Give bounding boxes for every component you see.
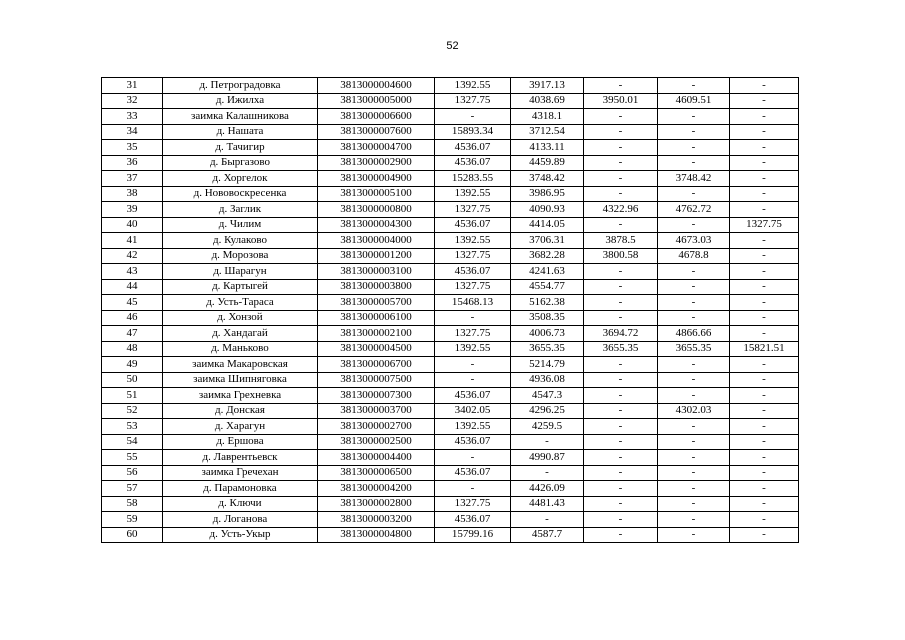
settlement-name-cell: д. Шарагун xyxy=(163,264,318,280)
value-2-cell: 4554.77 xyxy=(511,279,584,295)
value-1-cell: 4536.07 xyxy=(435,388,511,404)
table-row xyxy=(102,233,799,249)
value-1-cell: - xyxy=(435,109,511,125)
value-1-cell: 1392.55 xyxy=(435,419,511,435)
settlement-name-cell: д. Ижилха xyxy=(163,93,318,109)
value-5-cell: - xyxy=(730,450,799,466)
value-3-cell: - xyxy=(584,155,658,171)
settlement-name-cell: д. Петроградовка xyxy=(163,78,318,94)
table-row xyxy=(102,372,799,388)
row-number-cell: 38 xyxy=(102,186,163,202)
value-2-cell: 4259.5 xyxy=(511,419,584,435)
settlement-name-cell: д. Хонзой xyxy=(163,310,318,326)
value-2-cell: 4547.3 xyxy=(511,388,584,404)
value-1-cell: 4536.07 xyxy=(435,465,511,481)
settlement-name-cell: д. Лаврентьевск xyxy=(163,450,318,466)
settlement-name-cell: д. Быргазово xyxy=(163,155,318,171)
value-3-cell: 3694.72 xyxy=(584,326,658,342)
value-3-cell: - xyxy=(584,109,658,125)
settlement-name-cell: д. Логанова xyxy=(163,512,318,528)
settlement-name-cell: д. Нововоскресенка xyxy=(163,186,318,202)
settlements-table xyxy=(101,77,799,543)
value-2-cell: 4426.09 xyxy=(511,481,584,497)
value-4-cell: - xyxy=(658,264,730,280)
row-number-cell: 35 xyxy=(102,140,163,156)
code-cell: 3813000006100 xyxy=(318,310,435,326)
settlement-name-cell: заимка Макаровская xyxy=(163,357,318,373)
table-row xyxy=(102,357,799,373)
value-2-cell: 4587.7 xyxy=(511,527,584,543)
page-number: 52 xyxy=(446,40,459,52)
value-1-cell: 3402.05 xyxy=(435,403,511,419)
value-4-cell: - xyxy=(658,109,730,125)
value-3-cell: - xyxy=(584,403,658,419)
value-3-cell: - xyxy=(584,217,658,233)
value-1-cell: - xyxy=(435,357,511,373)
code-cell: 3813000004900 xyxy=(318,171,435,187)
value-2-cell: 3748.42 xyxy=(511,171,584,187)
value-3-cell: - xyxy=(584,481,658,497)
value-5-cell: - xyxy=(730,171,799,187)
settlement-name-cell: д. Морозова xyxy=(163,248,318,264)
row-number-cell: 56 xyxy=(102,465,163,481)
value-3-cell: - xyxy=(584,496,658,512)
row-number-cell: 55 xyxy=(102,450,163,466)
row-number-cell: 47 xyxy=(102,326,163,342)
value-4-cell: - xyxy=(658,357,730,373)
value-2-cell: 5214.79 xyxy=(511,357,584,373)
value-1-cell: 4536.07 xyxy=(435,217,511,233)
row-number-cell: 46 xyxy=(102,310,163,326)
table-row xyxy=(102,450,799,466)
value-4-cell: - xyxy=(658,450,730,466)
table-row xyxy=(102,93,799,109)
code-cell: 3813000007300 xyxy=(318,388,435,404)
row-number-cell: 57 xyxy=(102,481,163,497)
value-1-cell: 4536.07 xyxy=(435,434,511,450)
value-4-cell: 4762.72 xyxy=(658,202,730,218)
value-5-cell: - xyxy=(730,279,799,295)
row-number-cell: 31 xyxy=(102,78,163,94)
row-number-cell: 41 xyxy=(102,233,163,249)
value-1-cell: 1327.75 xyxy=(435,248,511,264)
value-4-cell: - xyxy=(658,434,730,450)
row-number-cell: 50 xyxy=(102,372,163,388)
value-3-cell: - xyxy=(584,357,658,373)
table-row xyxy=(102,388,799,404)
value-3-cell: 3800.58 xyxy=(584,248,658,264)
value-2-cell: 3682.28 xyxy=(511,248,584,264)
value-4-cell: - xyxy=(658,310,730,326)
code-cell: 3813000005700 xyxy=(318,295,435,311)
code-cell: 3813000006600 xyxy=(318,109,435,125)
code-cell: 3813000002700 xyxy=(318,419,435,435)
value-2-cell: 4318.1 xyxy=(511,109,584,125)
code-cell: 3813000004600 xyxy=(318,78,435,94)
value-2-cell: 3655.35 xyxy=(511,341,584,357)
value-5-cell: - xyxy=(730,326,799,342)
table-row xyxy=(102,202,799,218)
value-2-cell: 4459.89 xyxy=(511,155,584,171)
row-number-cell: 54 xyxy=(102,434,163,450)
table-row xyxy=(102,171,799,187)
value-5-cell: - xyxy=(730,140,799,156)
value-2-cell: 3712.54 xyxy=(511,124,584,140)
value-4-cell: 4302.03 xyxy=(658,403,730,419)
code-cell: 3813000002500 xyxy=(318,434,435,450)
settlement-name-cell: д. Хандагай xyxy=(163,326,318,342)
row-number-cell: 40 xyxy=(102,217,163,233)
code-cell: 3813000002800 xyxy=(318,496,435,512)
code-cell: 3813000003100 xyxy=(318,264,435,280)
value-5-cell: 1327.75 xyxy=(730,217,799,233)
table-row xyxy=(102,465,799,481)
row-number-cell: 36 xyxy=(102,155,163,171)
settlement-name-cell: д. Харагун xyxy=(163,419,318,435)
value-1-cell: 1327.75 xyxy=(435,496,511,512)
value-1-cell: - xyxy=(435,450,511,466)
settlement-name-cell: заимка Шипняговка xyxy=(163,372,318,388)
row-number-cell: 34 xyxy=(102,124,163,140)
value-4-cell: - xyxy=(658,279,730,295)
row-number-cell: 51 xyxy=(102,388,163,404)
value-4-cell: - xyxy=(658,124,730,140)
code-cell: 3813000004300 xyxy=(318,217,435,233)
table-row xyxy=(102,341,799,357)
settlement-name-cell: д. Кулаково xyxy=(163,233,318,249)
value-1-cell: 1392.55 xyxy=(435,186,511,202)
value-2-cell: 4133.11 xyxy=(511,140,584,156)
value-2-cell: 4006.73 xyxy=(511,326,584,342)
value-4-cell: 4866.66 xyxy=(658,326,730,342)
value-5-cell: - xyxy=(730,295,799,311)
value-4-cell: - xyxy=(658,217,730,233)
value-1-cell: 15468.13 xyxy=(435,295,511,311)
value-1-cell: 4536.07 xyxy=(435,140,511,156)
code-cell: 3813000003200 xyxy=(318,512,435,528)
code-cell: 3813000004200 xyxy=(318,481,435,497)
value-2-cell: 4090.93 xyxy=(511,202,584,218)
code-cell: 3813000003700 xyxy=(318,403,435,419)
value-4-cell: - xyxy=(658,78,730,94)
value-3-cell: 3878.5 xyxy=(584,233,658,249)
code-cell: 3813000005000 xyxy=(318,93,435,109)
value-3-cell: 3950.01 xyxy=(584,93,658,109)
code-cell: 3813000004400 xyxy=(318,450,435,466)
value-3-cell: - xyxy=(584,171,658,187)
value-3-cell: 3655.35 xyxy=(584,341,658,357)
table-body xyxy=(102,78,799,543)
settlement-name-cell: д. Усть-Укыр xyxy=(163,527,318,543)
settlement-name-cell: д. Картыгей xyxy=(163,279,318,295)
value-2-cell: 5162.38 xyxy=(511,295,584,311)
value-1-cell: 15799.16 xyxy=(435,527,511,543)
value-2-cell: 4414.05 xyxy=(511,217,584,233)
table-row xyxy=(102,496,799,512)
value-5-cell: - xyxy=(730,109,799,125)
value-3-cell: - xyxy=(584,186,658,202)
table-row xyxy=(102,434,799,450)
value-3-cell: - xyxy=(584,419,658,435)
value-5-cell: - xyxy=(730,155,799,171)
value-5-cell: - xyxy=(730,78,799,94)
value-3-cell: - xyxy=(584,372,658,388)
value-3-cell: 4322.96 xyxy=(584,202,658,218)
value-5-cell: - xyxy=(730,388,799,404)
value-1-cell: 15283.55 xyxy=(435,171,511,187)
value-4-cell: - xyxy=(658,186,730,202)
value-5-cell: - xyxy=(730,419,799,435)
row-number-cell: 37 xyxy=(102,171,163,187)
value-1-cell: 4536.07 xyxy=(435,264,511,280)
settlement-name-cell: д. Парамоновка xyxy=(163,481,318,497)
value-5-cell: - xyxy=(730,372,799,388)
settlement-name-cell: д. Хоргелок xyxy=(163,171,318,187)
value-2-cell: - xyxy=(511,434,584,450)
value-5-cell: - xyxy=(730,202,799,218)
value-3-cell: - xyxy=(584,295,658,311)
row-number-cell: 43 xyxy=(102,264,163,280)
value-2-cell: 4038.69 xyxy=(511,93,584,109)
value-2-cell: 4296.25 xyxy=(511,403,584,419)
table-row xyxy=(102,326,799,342)
code-cell: 3813000006700 xyxy=(318,357,435,373)
value-4-cell: - xyxy=(658,527,730,543)
table-row xyxy=(102,248,799,264)
table-row xyxy=(102,403,799,419)
code-cell: 3813000000800 xyxy=(318,202,435,218)
value-5-cell: - xyxy=(730,403,799,419)
value-4-cell: - xyxy=(658,155,730,171)
code-cell: 3813000003800 xyxy=(318,279,435,295)
value-3-cell: - xyxy=(584,124,658,140)
settlement-name-cell: д. Тачигир xyxy=(163,140,318,156)
value-1-cell: 1327.75 xyxy=(435,202,511,218)
row-number-cell: 42 xyxy=(102,248,163,264)
value-5-cell: - xyxy=(730,527,799,543)
value-2-cell: 3706.31 xyxy=(511,233,584,249)
table-row xyxy=(102,124,799,140)
value-2-cell: - xyxy=(511,512,584,528)
code-cell: 3813000006500 xyxy=(318,465,435,481)
value-1-cell: 4536.07 xyxy=(435,155,511,171)
row-number-cell: 48 xyxy=(102,341,163,357)
settlement-name-cell: д. Ершова xyxy=(163,434,318,450)
value-4-cell: 3655.35 xyxy=(658,341,730,357)
value-4-cell: - xyxy=(658,388,730,404)
row-number-cell: 58 xyxy=(102,496,163,512)
value-2-cell: 4481.43 xyxy=(511,496,584,512)
value-5-cell: - xyxy=(730,124,799,140)
settlement-name-cell: д. Чилим xyxy=(163,217,318,233)
settlement-name-cell: д. Заглик xyxy=(163,202,318,218)
value-4-cell: - xyxy=(658,512,730,528)
settlement-name-cell: заимка Калашникова xyxy=(163,109,318,125)
value-5-cell: - xyxy=(730,434,799,450)
table-row xyxy=(102,217,799,233)
settlement-name-cell: д. Нашата xyxy=(163,124,318,140)
settlement-name-cell: заимка Грехневка xyxy=(163,388,318,404)
value-5-cell: - xyxy=(730,496,799,512)
value-5-cell: - xyxy=(730,248,799,264)
value-4-cell: - xyxy=(658,140,730,156)
settlement-name-cell: заимка Гречехан xyxy=(163,465,318,481)
table-row xyxy=(102,419,799,435)
table-row xyxy=(102,481,799,497)
value-4-cell: - xyxy=(658,481,730,497)
value-3-cell: - xyxy=(584,310,658,326)
value-5-cell: - xyxy=(730,357,799,373)
table-row xyxy=(102,186,799,202)
table-row xyxy=(102,140,799,156)
code-cell: 3813000002900 xyxy=(318,155,435,171)
value-2-cell: 4936.08 xyxy=(511,372,584,388)
value-1-cell: 1392.55 xyxy=(435,341,511,357)
value-3-cell: - xyxy=(584,527,658,543)
code-cell: 3813000001200 xyxy=(318,248,435,264)
row-number-cell: 44 xyxy=(102,279,163,295)
value-5-cell: - xyxy=(730,481,799,497)
code-cell: 3813000007500 xyxy=(318,372,435,388)
value-5-cell: - xyxy=(730,186,799,202)
value-2-cell: - xyxy=(511,465,584,481)
row-number-cell: 52 xyxy=(102,403,163,419)
value-3-cell: - xyxy=(584,512,658,528)
row-number-cell: 33 xyxy=(102,109,163,125)
row-number-cell: 45 xyxy=(102,295,163,311)
row-number-cell: 60 xyxy=(102,527,163,543)
value-1-cell: 15893.34 xyxy=(435,124,511,140)
settlement-name-cell: д. Ключи xyxy=(163,496,318,512)
row-number-cell: 32 xyxy=(102,93,163,109)
table-row xyxy=(102,264,799,280)
table-row xyxy=(102,512,799,528)
settlement-name-cell: д. Усть-Тараса xyxy=(163,295,318,311)
code-cell: 3813000007600 xyxy=(318,124,435,140)
table-row xyxy=(102,109,799,125)
value-4-cell: - xyxy=(658,496,730,512)
code-cell: 3813000004800 xyxy=(318,527,435,543)
value-5-cell: - xyxy=(730,233,799,249)
table-row xyxy=(102,310,799,326)
value-2-cell: 4241.63 xyxy=(511,264,584,280)
table-row xyxy=(102,279,799,295)
value-2-cell: 3986.95 xyxy=(511,186,584,202)
value-4-cell: - xyxy=(658,465,730,481)
value-2-cell: 3917.13 xyxy=(511,78,584,94)
code-cell: 3813000005100 xyxy=(318,186,435,202)
value-5-cell: - xyxy=(730,93,799,109)
settlement-name-cell: д. Маньково xyxy=(163,341,318,357)
value-4-cell: 4609.51 xyxy=(658,93,730,109)
value-1-cell: - xyxy=(435,481,511,497)
value-1-cell: 1327.75 xyxy=(435,326,511,342)
value-1-cell: - xyxy=(435,310,511,326)
value-1-cell: 4536.07 xyxy=(435,512,511,528)
value-4-cell: - xyxy=(658,419,730,435)
value-1-cell: 1327.75 xyxy=(435,93,511,109)
value-4-cell: 3748.42 xyxy=(658,171,730,187)
row-number-cell: 53 xyxy=(102,419,163,435)
value-5-cell: - xyxy=(730,264,799,280)
value-5-cell: - xyxy=(730,465,799,481)
value-3-cell: - xyxy=(584,465,658,481)
value-1-cell: 1392.55 xyxy=(435,78,511,94)
value-4-cell: - xyxy=(658,295,730,311)
value-1-cell: 1392.55 xyxy=(435,233,511,249)
value-2-cell: 4990.87 xyxy=(511,450,584,466)
code-cell: 3813000004700 xyxy=(318,140,435,156)
value-1-cell: - xyxy=(435,372,511,388)
value-5-cell: - xyxy=(730,512,799,528)
value-3-cell: - xyxy=(584,434,658,450)
value-4-cell: 4673.03 xyxy=(658,233,730,249)
value-3-cell: - xyxy=(584,78,658,94)
value-3-cell: - xyxy=(584,450,658,466)
value-4-cell: 4678.8 xyxy=(658,248,730,264)
row-number-cell: 59 xyxy=(102,512,163,528)
value-3-cell: - xyxy=(584,388,658,404)
value-3-cell: - xyxy=(584,140,658,156)
value-3-cell: - xyxy=(584,279,658,295)
settlement-name-cell: д. Донская xyxy=(163,403,318,419)
table-row xyxy=(102,155,799,171)
value-1-cell: 1327.75 xyxy=(435,279,511,295)
value-5-cell: - xyxy=(730,310,799,326)
code-cell: 3813000002100 xyxy=(318,326,435,342)
table-row xyxy=(102,78,799,94)
code-cell: 3813000004500 xyxy=(318,341,435,357)
value-3-cell: - xyxy=(584,264,658,280)
value-4-cell: - xyxy=(658,372,730,388)
row-number-cell: 39 xyxy=(102,202,163,218)
table-row xyxy=(102,295,799,311)
code-cell: 3813000004000 xyxy=(318,233,435,249)
table-row xyxy=(102,527,799,543)
value-2-cell: 3508.35 xyxy=(511,310,584,326)
row-number-cell: 49 xyxy=(102,357,163,373)
value-5-cell: 15821.51 xyxy=(730,341,799,357)
